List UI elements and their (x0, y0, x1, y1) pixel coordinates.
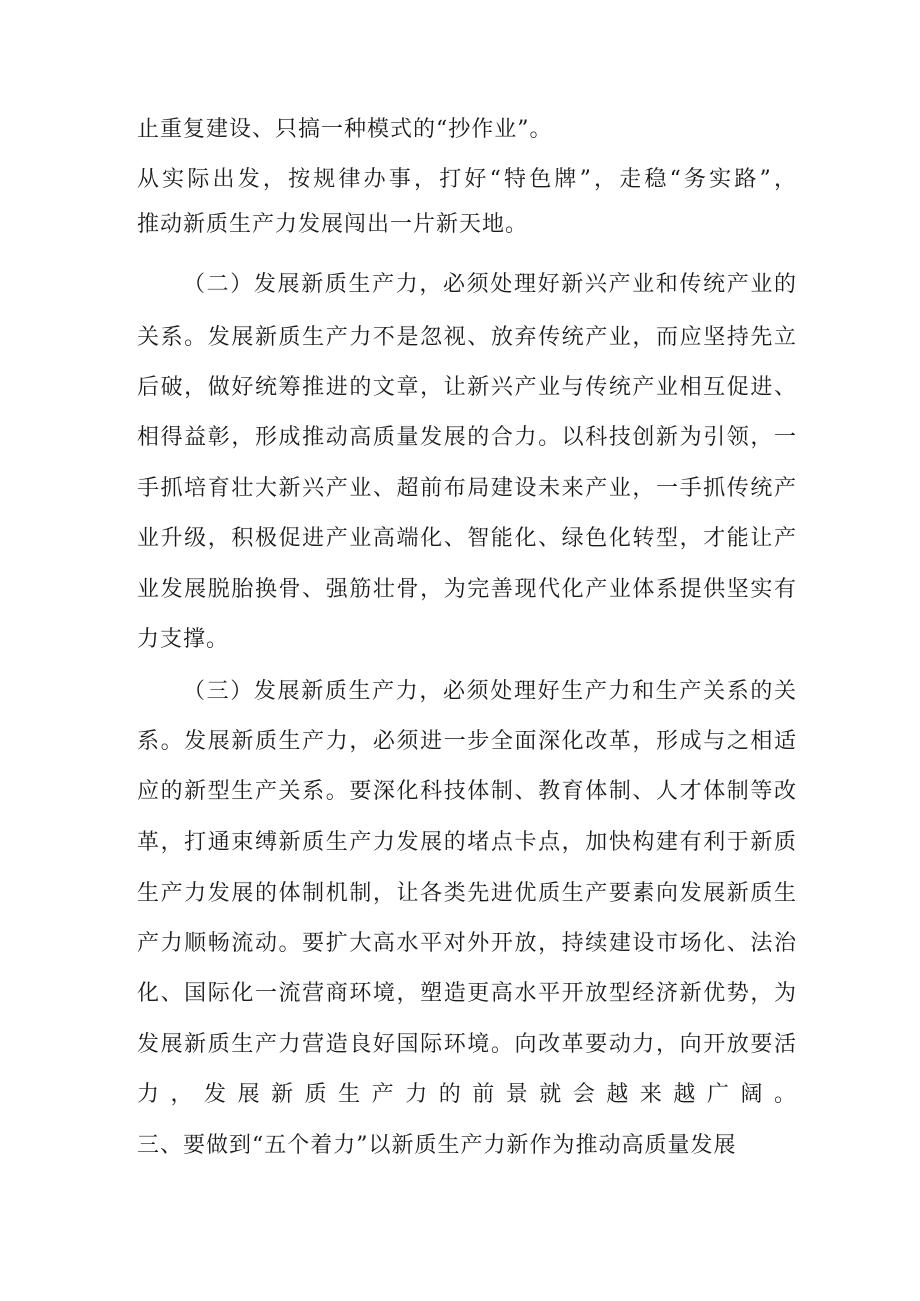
text-line: 相得益彰，形成推动高质量发展的合力。以科技创新为引领，一 (137, 425, 797, 450)
text-line: 推动新质生产力发展闯出一片新天地。 (137, 212, 529, 237)
paragraph-heading-2: （二）发展新质生产力，必须处理好新兴产业和传统产业的 (183, 272, 797, 297)
text-line: 力，发展新质生产力的前景就会越来越广阔。 (137, 1082, 797, 1107)
text-line: 生产力发展的体制机制，让各类先进优质生产要素向发展新质生 (137, 881, 797, 906)
text-line: 止重复建设、只搞一种模式的“抄作业”。 (137, 117, 553, 142)
text-line: 力支撑。 (137, 627, 230, 652)
text-line: 三、要做到“五个着力”以新质生产力新作为推动高质量发展 (137, 1133, 737, 1158)
paragraph-heading-3: （三）发展新质生产力，必须处理好生产力和生产关系的关 (183, 679, 797, 704)
text-line: 从实际出发，按规律办事，打好“特色牌”，走稳“务实路”， (137, 167, 797, 192)
text-line: 系。发展新质生产力，必须进一步全面深化改革，形成与之相适 (137, 729, 797, 754)
text-line: 化、国际化一流营商环境，塑造更高水平开放型经济新优势，为 (137, 981, 797, 1006)
text-line: 产力顺畅流动。要扩大高水平对外开放，持续建设市场化、法治 (137, 931, 797, 956)
text-line: 关系。发展新质生产力不是忽视、放弃传统产业，而应坚持先立 (137, 325, 797, 350)
text-line: 革，打通束缚新质生产力发展的堵点卡点，加快构建有利于新质 (137, 830, 797, 855)
text-line: 发展新质生产力营造良好国际环境。向改革要动力，向开放要活 (137, 1032, 797, 1057)
text-line: 业发展脱胎换骨、强筋壮骨，为完善现代化产业体系提供坚实有 (137, 577, 797, 602)
text-line: 手抓培育壮大新兴产业、超前布局建设未来产业，一手抓传统产 (137, 476, 797, 501)
text-line: 后破，做好统筹推进的文章，让新兴产业与传统产业相互促进、 (137, 375, 797, 400)
text-line: 应的新型生产关系。要深化科技体制、教育体制、人才体制等改 (137, 779, 797, 804)
text-line: 业升级，积极促进产业高端化、智能化、绿色化转型，才能让产 (137, 526, 797, 551)
